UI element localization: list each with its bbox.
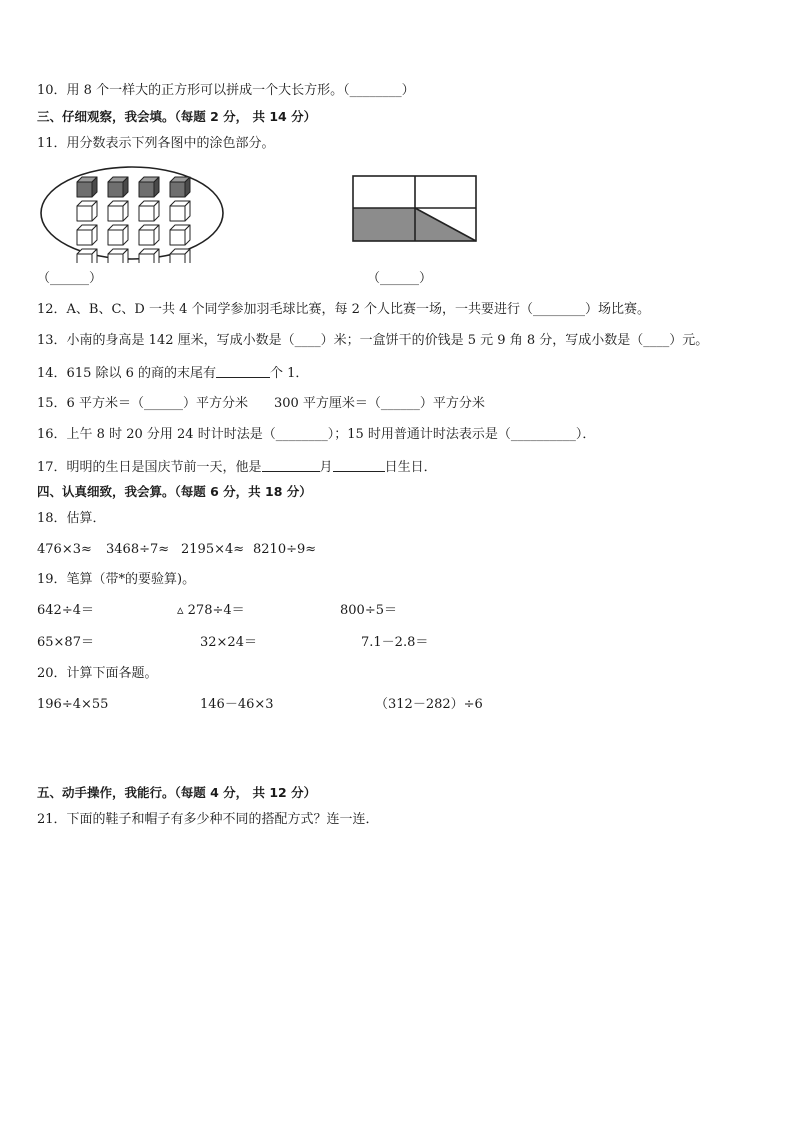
- question-17-text-c: 日生日．: [384, 460, 437, 475]
- calc-item: 642÷4＝: [37, 603, 94, 618]
- cube: [77, 249, 97, 263]
- question-14-text-b: 个 1．: [270, 366, 309, 381]
- cube: [77, 201, 97, 221]
- question-10: 10．用 8 个一样大的正方形可以拼成一个大长方形。（________）: [37, 83, 415, 98]
- estimate-item: 2195×4≈: [181, 542, 245, 557]
- question-14-text-a: 14．615 除以 6 的商的末尾有: [37, 366, 217, 381]
- shaded-cube: [170, 177, 190, 197]
- answer-blank[interactable]: [216, 365, 270, 378]
- question-17: [37, 459, 437, 476]
- cube: [139, 201, 159, 221]
- cube: [170, 201, 190, 221]
- question-18: 18．估算．: [37, 511, 106, 526]
- estimate-item: 3468÷7≈: [106, 542, 170, 557]
- question-16: 16．上午 8 时 20 分用 24 时计时法是（________）；15 时用普通计时法表示是（__________）．: [37, 427, 596, 442]
- answer-blank-figure-2[interactable]: （______）: [367, 271, 433, 286]
- question-13: 13．小南的身高是 142 厘米，写成小数是（____）米；一盒饼干的价钱是 5 元 9 角 8 分，写成小数是（____）元。: [37, 333, 709, 348]
- question-17-text-b: 月: [319, 460, 333, 475]
- calc-item: 800÷5＝: [340, 603, 397, 618]
- question-20: 20．计算下面各题。: [37, 666, 158, 681]
- cube: [139, 225, 159, 245]
- calc-item: 196÷4×55: [37, 697, 109, 712]
- shaded-cube: [77, 177, 97, 197]
- calc-item: ▵ 278÷4＝: [177, 603, 245, 618]
- section-3-heading: 三、仔细观察，我会填。（每题 2 分， 共 14 分）: [37, 109, 317, 124]
- cube: [108, 201, 128, 221]
- cube: [108, 249, 128, 263]
- calc-item: （312－282）÷6: [375, 697, 483, 712]
- estimate-item: 476×3≈: [37, 542, 92, 557]
- cubes-oval-figure: [39, 163, 225, 263]
- calc-item: 7.1－2.8＝: [361, 635, 429, 650]
- cube: [139, 249, 159, 263]
- question-14: [37, 365, 308, 382]
- question-15: 15．6 平方米＝（______）平方分米 300 平方厘米＝（______）平方分米: [37, 396, 485, 411]
- shaded-cube: [108, 177, 128, 197]
- question-21: 21．下面的鞋子和帽子有多少种不同的搭配方式？连一连．: [37, 812, 379, 827]
- question-11: 11．用分数表示下列各图中的涂色部分。: [37, 136, 275, 151]
- cube: [108, 225, 128, 245]
- shaded-cube: [139, 177, 159, 197]
- question-12: 12．A、B、C、D 一共 4 个同学参加羽毛球比赛，每 2 个人比赛一场，一共要进行（________）场比赛。: [37, 302, 651, 317]
- answer-blank-day[interactable]: [333, 459, 385, 472]
- question-19: 19．笔算（带*的要验算)。: [37, 572, 196, 587]
- cube: [77, 225, 97, 245]
- calc-item: 32×24＝: [200, 635, 257, 650]
- question-17-text-a: 17．明明的生日是国庆节前一天，他是: [37, 460, 262, 475]
- estimate-item: 8210÷9≈: [253, 542, 317, 557]
- section-5-heading: 五、动手操作，我能行。（每题 4 分， 共 12 分）: [37, 785, 317, 800]
- calc-item: 65×87＝: [37, 635, 94, 650]
- cube: [170, 249, 190, 263]
- calc-item: 146－46×3: [200, 697, 274, 712]
- answer-blank-figure-1[interactable]: （______）: [37, 271, 103, 286]
- cube: [170, 225, 190, 245]
- divided-rectangle-figure: [350, 174, 480, 244]
- answer-blank-month[interactable]: [262, 459, 320, 472]
- section-4-heading: 四、认真细致，我会算。（每题 6 分，共 18 分）: [37, 484, 312, 499]
